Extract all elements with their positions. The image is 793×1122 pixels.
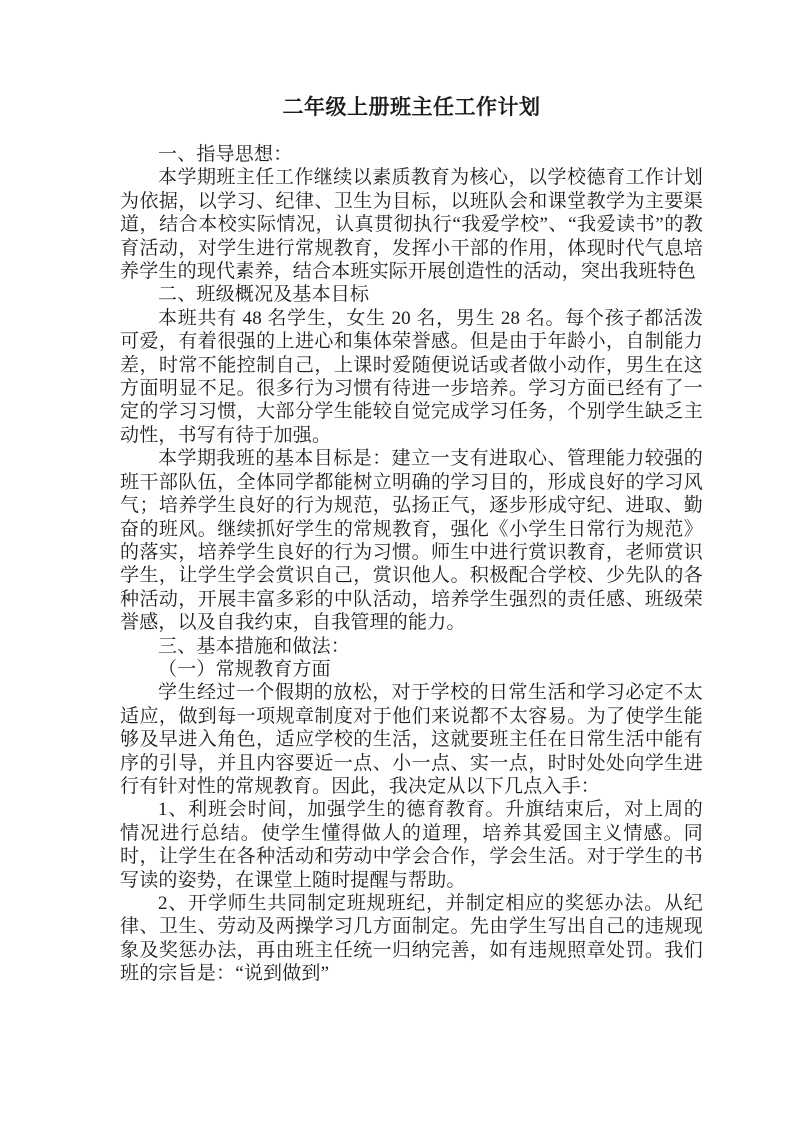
paragraph: 2、开学师生共同制定班规班纪，并制定相应的奖惩办法。从纪律、卫生、劳动及两操学习几方面制定。先由学生写出自己的违规现象及奖惩办法，再由班主任统一归纳完善，如有违规照章处罚。我们班的宗旨是：“说到做到” [120, 893, 703, 985]
paragraph: 学生经过一个假期的放松，对于学校的日常生活和学习必定不太适应，做到每一项规章制度对于他们来说都不太容易。为了使学生能够及早进入角色，适应学校的生活，这就要班主任在日常生活中能有序的引导，并且内容要近一点、小一点、实一点，时时处处向学生进行有针对性的常规教育。因此，我决定从以下几点入手： [120, 682, 703, 797]
paragraph: 本班共有 48 名学生，女生 20 名，男生 28 名。每个孩子都活泼可爱，有着很强的上进心和集体荣誉感。但是由于年龄小，自制能力差，时常不能控制自己，上课时爱随便说话或者做小动作，男生在这方面明显不足。很多行为习惯有待进一步培养。学习方面已经有了一定的学习习惯，大部分学生能较自觉完成学习任务，个别学生缺乏主动性，书写有待于加强。 [120, 307, 703, 446]
document-body [120, 143, 703, 986]
paragraph: 二、班级概况及基本目标 [158, 284, 370, 306]
paragraph: （一）常规教育方面 [158, 658, 331, 680]
paragraph: 本学期我班的基本目标是：建立一支有进取心、管理能力较强的班干部队伍，全体同学都能树立明确的学习目的，形成良好的学习风气；培养学生良好的行为规范，弘扬正气，逐步形成守纪、进取、勤奋的班风。继续抓好学生的常规教育，强化《小学生日常行为规范》的落实，培养学生良好的行为习惯。师生中进行赏识教育，老师赏识学生，让学生学会赏识自己，赏识他人。积极配合学校、少先队的各种活动，开展丰富多彩的中队活动，培养学生强烈的责任感、班级荣誉感，以及自我约束，自我管理的能力。 [120, 448, 703, 634]
paragraph: 本学期班主任工作继续以素质教育为核心，以学校德育工作计划为依据，以学习、纪律、卫生为目标，以班队会和课堂教学为主要渠道，结合本校实际情况，认真贯彻执行“我爱学校”、“我爱读书”的教育活动，对学生进行常规教育，发挥小干部的作用，体现时代气息培养学生的现代素养，结合本班实际开展创造性的活动，突出我班特色 [120, 167, 703, 283]
paragraph: 三、基本措施和做法： [158, 635, 351, 657]
paragraph: 一、指导思想： [158, 144, 293, 165]
document-title: 二年级上册班主任工作计划 [282, 95, 541, 119]
paragraph: 1、利班会时间，加强学生的德育教育。升旗结束后，对上周的情况进行总结。使学生懂得做人的道理，培养其爱国主义情感。同时，让学生在各种活动和劳动中学会合作，学会生活。对于学生的书写读的姿势，在课堂上随时提醒与帮助。 [120, 799, 703, 891]
